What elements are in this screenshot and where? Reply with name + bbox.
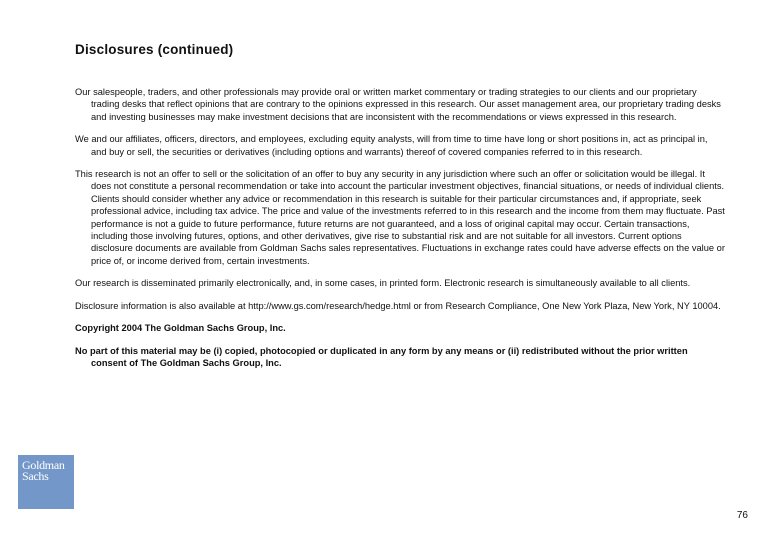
page-number: 76 <box>736 510 748 521</box>
redistribution-notice: No part of this material may be (i) copied, photocopied or duplicated in any form by any means or (ii) redistributed without the prior written consent of The Goldman Sachs Group, Inc. <box>75 345 688 368</box>
paragraph-not-an-offer: This research is not an offer to sell or the solicitation of an offer to buy any security in any jurisdiction where such an offer or solicitation would be illegal. It does not constitute a personal recommendation or take into account the particular investment objectives, financial situations, or needs of individual clients. Clients should consider whether any advice or recommendation in this research is suitable for their particular circumstances and, if appropriate, seek professional advice, including tax advice. The price and value of the investments referred to in this research and the income from them may fluctuate. Past performance is not a guide to future performance, future returns are not guaranteed, and a loss of original capital may occur. Certain transactions, including those involving futures, options, and other derivatives, give rise to substantial risk and are not suitable for all investors. Current options disclosure documents are available from Goldman Sachs sales representatives. Fluctuations in exchange rates could have adverse effects on the value or price of, or income derived from, certain investments. <box>75 169 725 266</box>
copyright-notice: Copyright 2004 The Goldman Sachs Group, Inc. <box>75 323 286 334</box>
disclosure-body <box>75 86 725 379</box>
page-title: Disclosures (continued) <box>75 42 234 57</box>
logo-line-sachs: Sachs <box>22 469 49 483</box>
paragraph-commentary: Our salespeople, traders, and other professionals may provide oral or written market commentary or trading strategies to our clients and our proprietary trading desks that reflect opinions that are contrary to the opinions expressed in this research. Our asset management area, our proprietary trading desks and investing businesses may make investment decisions that are inconsistent with the recommendations or views expressed in this research. <box>75 87 721 122</box>
logo-line-goldman: Goldman <box>22 458 65 472</box>
paragraph-positions: We and our affiliates, officers, directors, and employees, excluding equity analysts, will from time to time have long or short positions in, act as principal in, and buy or sell, the securities or derivatives (including options and warrants) thereof of covered companies referred to in this research. <box>75 134 708 157</box>
paragraph-dissemination: Our research is disseminated primarily electronically, and, in some cases, in printed form. Electronic research is simultaneously available to all clients. <box>75 278 691 289</box>
goldman-sachs-logo <box>18 455 74 509</box>
paragraph-disclosure-info: Disclosure information is also available at http://www.gs.com/research/hedge.html or from Research Compliance, One New York Plaza, New York, NY 10004. <box>75 300 721 311</box>
